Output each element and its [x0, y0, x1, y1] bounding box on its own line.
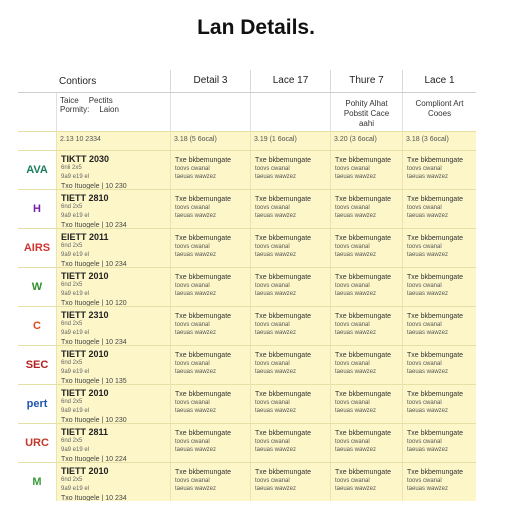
cell-line: toovs cwanal	[175, 478, 210, 484]
cell-line: toovs cwanal	[175, 166, 210, 172]
cell-line: Txe bkbemungate	[175, 391, 232, 398]
date-cell: 3.19 (1 6ocal)	[250, 132, 330, 150]
logo-mark: M	[32, 476, 42, 488]
cell-line: Txe bkbemungate	[255, 196, 312, 203]
cell-line: taeuas wawzez	[407, 447, 449, 453]
cell-line: Txe bkbemungate	[407, 196, 464, 203]
text-cell	[250, 463, 330, 501]
subheader-labels	[56, 93, 170, 131]
text-cell	[250, 151, 330, 189]
row-line: 6nd 2x5	[61, 204, 83, 210]
header-col-detail: Detail 3	[170, 70, 250, 92]
text-cell	[170, 151, 250, 189]
cell-line: toovs cwanal	[175, 244, 210, 250]
row-code: TIKTT 2030	[61, 154, 110, 164]
text-cell	[330, 229, 402, 267]
row-foot: Txo Ituogele | 10 234	[61, 222, 127, 228]
text-cell	[250, 190, 330, 228]
cell-line: toovs cwanal	[255, 361, 290, 367]
id-cell	[56, 463, 170, 501]
table-row[interactable]	[18, 345, 476, 384]
cell-line: Txe bkbemungate	[175, 157, 232, 164]
date-cell: 3.20 (3 6ocal)	[330, 132, 402, 150]
row-foot: Txo Ituogele | 10 230	[61, 183, 127, 189]
cell-line: toovs cwanal	[175, 439, 210, 445]
cell-line: toovs cwanal	[255, 244, 290, 250]
cell-line: Txe bkbemungate	[335, 313, 392, 320]
cell-line: taeuas wawzez	[175, 291, 217, 297]
cell-line: taeuas wawzez	[175, 252, 217, 258]
cell-line: toovs cwanal	[335, 283, 370, 289]
company-logo-icon	[18, 385, 56, 423]
table-row[interactable]	[18, 384, 476, 423]
row-line: 9a9 e19 el	[61, 291, 90, 297]
cell-line: taeuas wawzez	[175, 174, 217, 180]
cell-line: Txe bkbemungate	[175, 430, 232, 437]
text-cell	[330, 424, 402, 462]
table-row[interactable]	[18, 150, 476, 189]
cell-line: taeuas wawzez	[255, 447, 297, 453]
text-cell	[250, 424, 330, 462]
text-cell	[170, 463, 250, 501]
text-cell	[170, 385, 250, 423]
text-cell	[250, 346, 330, 384]
row-foot: Txo Ituogele | 10 230	[61, 417, 127, 423]
cell-line: toovs cwanal	[407, 283, 442, 289]
header-col-contiors: Contiors	[59, 75, 97, 87]
date-row	[18, 131, 476, 150]
text-cell	[170, 307, 250, 345]
cell-line: taeuas wawzez	[175, 369, 217, 375]
subheader-label: Pormity:	[60, 105, 90, 114]
cell-line: Txe bkbemungate	[407, 469, 464, 476]
subheader-label: Laion	[99, 105, 119, 114]
table-row[interactable]	[18, 306, 476, 345]
text-cell	[402, 424, 476, 462]
cell-line: Txe bkbemungate	[407, 157, 464, 164]
id-cell	[56, 151, 170, 189]
cell-line: Txe bkbemungate	[255, 430, 312, 437]
cell-line: toovs cwanal	[255, 478, 290, 484]
cell-line: toovs cwanal	[175, 361, 210, 367]
details-table	[18, 70, 476, 501]
cell-line: toovs cwanal	[407, 322, 442, 328]
cell-line: Txe bkbemungate	[255, 313, 312, 320]
text-cell	[402, 190, 476, 228]
date-spacer	[18, 132, 56, 150]
cell-line: Txe bkbemungate	[335, 196, 392, 203]
subheader-label: Pobstit Cace	[343, 109, 390, 118]
table-row[interactable]	[18, 228, 476, 267]
cell-line: taeuas wawzez	[335, 447, 377, 453]
text-cell	[170, 190, 250, 228]
cell-line: Txe bkbemungate	[175, 313, 232, 320]
cell-line: taeuas wawzez	[335, 213, 377, 219]
cell-line: toovs cwanal	[407, 205, 442, 211]
cell-line: taeuas wawzez	[335, 252, 377, 258]
cell-line: Txe bkbemungate	[255, 235, 312, 242]
row-foot: Txo Ituogele | 10 120	[61, 300, 127, 306]
text-cell	[402, 346, 476, 384]
cell-line: toovs cwanal	[335, 166, 370, 172]
subheader-label: aahi	[358, 119, 375, 128]
row-line: 9a9 e19 el	[61, 447, 90, 453]
row-code: TIETT 2010	[61, 466, 109, 476]
row-foot: Txo Ituogele | 10 234	[61, 495, 127, 501]
text-cell	[402, 229, 476, 267]
row-code: TIETT 2811	[61, 427, 109, 437]
cell-line: Txe bkbemungate	[255, 157, 312, 164]
company-logo-icon	[18, 424, 56, 462]
row-line: 9a9 e19 el	[61, 213, 90, 219]
text-cell	[402, 385, 476, 423]
cell-line: taeuas wawzez	[175, 213, 217, 219]
cell-line: toovs cwanal	[335, 244, 370, 250]
row-code: TIETT 2810	[61, 193, 109, 203]
cell-line: taeuas wawzez	[407, 252, 449, 258]
id-cell	[56, 424, 170, 462]
logo-mark: AVA	[26, 164, 48, 176]
header-col-lace1: Lace 1	[402, 70, 476, 92]
company-logo-icon	[18, 229, 56, 267]
table-row[interactable]	[18, 423, 476, 462]
subheader-label: Pohity Alhat	[345, 99, 388, 108]
logo-mark: C	[33, 320, 41, 332]
row-line: 6nd 2x5	[61, 399, 83, 405]
cell-line: toovs cwanal	[335, 478, 370, 484]
text-cell	[250, 385, 330, 423]
cell-line: taeuas wawzez	[335, 486, 377, 492]
cell-line: toovs cwanal	[335, 439, 370, 445]
table-body	[18, 150, 476, 501]
row-line: 9a9 e19 el	[61, 330, 90, 336]
cell-line: Txe bkbemungate	[407, 235, 464, 242]
cell-line: taeuas wawzez	[407, 369, 449, 375]
row-line: 6nd 2x5	[61, 282, 83, 288]
cell-line: taeuas wawzez	[335, 291, 377, 297]
cell-line: toovs cwanal	[407, 400, 442, 406]
logo-mark: H	[33, 203, 41, 215]
row-code: TIETT 2010	[61, 388, 109, 398]
row-line: 9a9 e19 el	[61, 486, 90, 492]
text-cell	[402, 463, 476, 501]
cell-line: Txe bkbemungate	[407, 430, 464, 437]
cell-line: taeuas wawzez	[255, 252, 297, 258]
cell-line: Txe bkbemungate	[175, 352, 232, 359]
subheader-label: Cooes	[427, 109, 452, 118]
cell-line: taeuas wawzez	[255, 486, 297, 492]
cell-line: toovs cwanal	[255, 205, 290, 211]
table-row[interactable]	[18, 462, 476, 501]
cell-line: toovs cwanal	[407, 439, 442, 445]
row-line: 9a9 e19 el	[61, 174, 90, 180]
cell-line: taeuas wawzez	[255, 408, 297, 414]
page-title: Lan Details.	[197, 16, 315, 39]
cell-line: Txe bkbemungate	[335, 157, 392, 164]
row-code: TIETT 2010	[61, 349, 109, 359]
logo-mark: W	[31, 281, 43, 293]
cell-line: Txe bkbemungate	[255, 274, 312, 281]
cell-line: taeuas wawzez	[335, 174, 377, 180]
cell-line: Txe bkbemungate	[175, 469, 232, 476]
row-code: TIETT 2010	[61, 271, 109, 281]
company-logo-icon	[18, 346, 56, 384]
row-foot: Txo Ituogele | 10 234	[61, 261, 127, 267]
logo-mark: URC	[25, 437, 49, 449]
cell-line: toovs cwanal	[175, 205, 210, 211]
subheader-label: Pectits	[88, 96, 113, 105]
cell-line: taeuas wawzez	[407, 486, 449, 492]
company-logo-icon	[18, 463, 56, 501]
date-cell: 3.18 (5 6ocal)	[170, 132, 250, 150]
cell-line: Txe bkbemungate	[175, 235, 232, 242]
cell-line: toovs cwanal	[335, 322, 370, 328]
cell-line: toovs cwanal	[255, 400, 290, 406]
company-logo-icon	[18, 268, 56, 306]
cell-line: toovs cwanal	[335, 400, 370, 406]
id-cell	[56, 190, 170, 228]
row-line: 6nli 2x5	[61, 165, 82, 171]
table-header	[18, 70, 476, 93]
text-cell	[330, 385, 402, 423]
cell-line: Txe bkbemungate	[335, 391, 392, 398]
company-logo-icon	[18, 307, 56, 345]
cell-line: taeuas wawzez	[407, 408, 449, 414]
cell-line: taeuas wawzez	[407, 330, 449, 336]
cell-line: taeuas wawzez	[335, 330, 377, 336]
text-cell	[250, 268, 330, 306]
cell-line: Txe bkbemungate	[407, 274, 464, 281]
cell-line: Txe bkbemungate	[255, 352, 312, 359]
header-col-thure: Thure 7	[330, 70, 402, 92]
cell-line: Txe bkbemungate	[335, 469, 392, 476]
row-line: 6nd 2x5	[61, 360, 83, 366]
row-code: EIETT 2011	[61, 232, 109, 242]
company-logo-icon	[18, 151, 56, 189]
cell-line: taeuas wawzez	[255, 330, 297, 336]
cell-line: toovs cwanal	[255, 439, 290, 445]
id-cell	[56, 385, 170, 423]
cell-line: Txe bkbemungate	[255, 469, 312, 476]
cell-line: taeuas wawzez	[255, 174, 297, 180]
table-row[interactable]	[18, 189, 476, 228]
cell-line: toovs cwanal	[407, 244, 442, 250]
cell-line: toovs cwanal	[255, 283, 290, 289]
cell-line: toovs cwanal	[407, 361, 442, 367]
text-cell	[170, 229, 250, 267]
row-line: 9a9 e19 el	[61, 408, 90, 414]
text-cell	[170, 424, 250, 462]
row-line: 6nd 2x5	[61, 243, 83, 249]
cell-line: toovs cwanal	[255, 322, 290, 328]
cell-line: Txe bkbemungate	[255, 391, 312, 398]
cell-line: toovs cwanal	[175, 400, 210, 406]
header-col-lace17: Lace 17	[250, 70, 330, 92]
cell-line: toovs cwanal	[407, 166, 442, 172]
row-code: TIETT 2310	[61, 310, 109, 320]
subheader-label: Taice	[60, 96, 79, 105]
row-line: 6nd 2x5	[61, 438, 83, 444]
logo-mark: pert	[26, 398, 48, 410]
cell-line: Txe bkbemungate	[407, 352, 464, 359]
cell-line: toovs cwanal	[175, 322, 210, 328]
text-cell	[250, 307, 330, 345]
cell-line: taeuas wawzez	[175, 408, 217, 414]
cell-line: Txe bkbemungate	[175, 274, 232, 281]
company-logo-icon	[18, 190, 56, 228]
cell-line: Txe bkbemungate	[175, 196, 232, 203]
text-cell	[250, 229, 330, 267]
row-line: 9a9 e19 el	[61, 369, 90, 375]
cell-line: toovs cwanal	[255, 166, 290, 172]
cell-line: taeuas wawzez	[175, 330, 217, 336]
cell-line: Txe bkbemungate	[407, 313, 464, 320]
text-cell	[330, 307, 402, 345]
id-cell	[56, 346, 170, 384]
text-cell	[330, 268, 402, 306]
table-subheader	[18, 93, 476, 131]
text-cell	[402, 151, 476, 189]
subheader-spacer	[18, 93, 56, 131]
cell-line: Txe bkbemungate	[335, 274, 392, 281]
cell-line: taeuas wawzez	[175, 447, 217, 453]
text-cell	[330, 190, 402, 228]
subheader-empty	[170, 93, 250, 131]
cell-line: taeuas wawzez	[175, 486, 217, 492]
subheader-col5	[330, 93, 402, 131]
cell-line: toovs cwanal	[335, 205, 370, 211]
cell-line: taeuas wawzez	[407, 174, 449, 180]
id-cell	[56, 268, 170, 306]
cell-line: toovs cwanal	[407, 478, 442, 484]
cell-line: taeuas wawzez	[335, 408, 377, 414]
date-cell: 3.18 (3 6ocal)	[402, 132, 476, 150]
row-foot: Txo Ituogele | 10 135	[61, 378, 127, 384]
cell-line: taeuas wawzez	[255, 369, 297, 375]
cell-line: Txe bkbemungate	[335, 352, 392, 359]
id-cell	[56, 307, 170, 345]
row-line: 6nd 2x5	[61, 321, 83, 327]
cell-line: taeuas wawzez	[255, 213, 297, 219]
logo-mark: SEC	[25, 359, 49, 371]
cell-line: taeuas wawzez	[407, 213, 449, 219]
cell-line: taeuas wawzez	[335, 369, 377, 375]
text-cell	[330, 346, 402, 384]
subheader-label: Compliont Art	[415, 99, 464, 108]
cell-line: toovs cwanal	[335, 361, 370, 367]
text-cell	[402, 268, 476, 306]
row-foot: Txo Ituogele | 10 234	[61, 339, 127, 345]
text-cell	[330, 151, 402, 189]
logo-mark: AIRS	[23, 242, 51, 254]
text-cell	[330, 463, 402, 501]
subheader-col6	[402, 93, 476, 131]
text-cell	[170, 346, 250, 384]
id-cell	[56, 229, 170, 267]
subheader-empty	[250, 93, 330, 131]
table-row[interactable]	[18, 267, 476, 306]
cell-line: Txe bkbemungate	[335, 430, 392, 437]
cell-line: taeuas wawzez	[255, 291, 297, 297]
text-cell	[170, 268, 250, 306]
row-line: 9a9 e19 el	[61, 252, 90, 258]
cell-line: taeuas wawzez	[407, 291, 449, 297]
row-foot: Txo Ituogele | 10 224	[61, 456, 127, 462]
cell-line: toovs cwanal	[175, 283, 210, 289]
cell-line: Txe bkbemungate	[335, 235, 392, 242]
date-cell: 2.13 10 2334	[56, 132, 170, 150]
text-cell	[402, 307, 476, 345]
cell-line: Txe bkbemungate	[407, 391, 464, 398]
row-line: 6nd 2x5	[61, 477, 83, 483]
